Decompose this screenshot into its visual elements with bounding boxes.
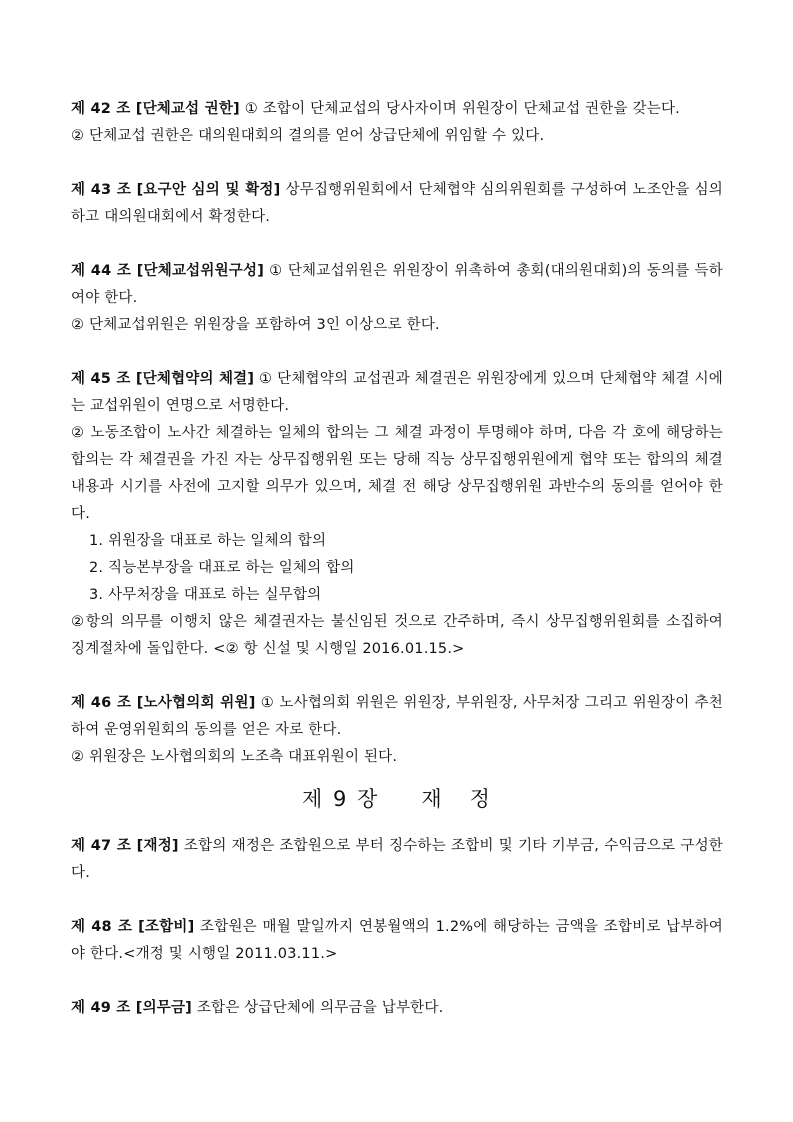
article-42-text-1: ① 조합이 단체교섭의 당사자이며 위원장이 단체교섭 권한을 갖는다. [244, 101, 680, 117]
article-49-heading: 제 49 조 [의무금] [71, 1000, 193, 1016]
article-42-para-1 [71, 96, 723, 123]
article-43-para-1 [71, 177, 723, 231]
article-48-para-1 [71, 914, 723, 968]
article-44-heading: 제 44 조 [단체교섭위원구성] [71, 263, 265, 279]
article-46-heading: 제 46 조 [노사협의회 위원] [71, 695, 256, 711]
article-46-para-1 [71, 690, 723, 744]
article-44 [71, 258, 723, 339]
chapter-title [71, 781, 723, 817]
article-47-para-1 [71, 833, 723, 887]
chapter-number: 제 9 장 [302, 787, 380, 811]
article-42 [71, 96, 723, 150]
article-45-para-2: ② 노동조합이 노사간 체결하는 일체의 합의는 그 체결 과정이 투명해야 하며, 다음 각 호에 해당하는 합의는 각 체결권을 가진 자는 상무집행위원 또는 당해 직능 상무집행위원에게 협약 또는 합의의 체결 내용과 시기를 사전에 고지할 의무가 있으며, 체결 전 해당 상무집행위원 과반수의 동의를 얻어야 한다. [71, 425, 723, 522]
chapter-title-char-2: 정 [469, 787, 492, 811]
article-48 [71, 914, 723, 968]
article-46 [71, 690, 723, 771]
article-43-heading: 제 43 조 [요구안 심의 및 확정] [71, 182, 281, 198]
article-44-para-1 [71, 258, 723, 312]
chapter-title-char-1: 재 [421, 787, 444, 811]
document-page [71, 96, 723, 1022]
article-43 [71, 177, 723, 231]
article-45 [71, 366, 723, 663]
article-44-para-2: ② 단체교섭위원은 위원장을 포함하여 3인 이상으로 한다. [71, 317, 440, 333]
article-45-item-1: 1. 위원장을 대표로 하는 일체의 합의 [89, 533, 327, 549]
article-48-heading: 제 48 조 [조합비] [71, 919, 195, 935]
article-47-heading: 제 47 조 [재정] [71, 838, 179, 854]
article-46-text-1: ① 노사협의회 위원은 위원장, 부위원장, 사무처장 그리고 위원장이 추천하여 운영위원회의 동의를 얻은 자로 한다. [71, 695, 723, 738]
article-44-text-1: ① 단체교섭위원은 위원장이 위촉하여 총회(대의원대회)의 동의를 득하여야 한다. [71, 263, 724, 306]
article-45-para-1 [71, 366, 723, 420]
article-45-text-1: ① 단체협약의 교섭권과 체결권은 위원장에게 있으며 단체협약 체결 시에는 교섭위원이 연명으로 서명한다. [71, 371, 723, 414]
article-42-para-2: ② 단체교섭 권한은 대의원대회의 결의를 얻어 상급단체에 위임할 수 있다. [71, 128, 545, 144]
article-45-heading: 제 45 조 [단체협약의 체결] [71, 371, 255, 387]
article-49-para-1 [71, 995, 723, 1022]
article-48-text-1: 조합원은 매월 말일까지 연봉월액의 1.2%에 해당하는 금액을 조합비로 납부하여야 한다.<개정 및 시행일 2011.03.11.> [71, 919, 723, 962]
article-42-heading: 제 42 조 [단체교섭 권한] [71, 101, 240, 117]
article-47-text-1: 조합의 재정은 조합원으로 부터 징수하는 조합비 및 기타 기부금, 수익금으로 구성한다. [71, 838, 724, 881]
article-43-text-1: 상무집행위원회에서 단체협약 심의위원회를 구성하여 노조안을 심의하고 대의원대회에서 확정한다. [71, 182, 724, 225]
article-46-para-2: ② 위원장은 노사협의회의 노조측 대표위원이 된다. [71, 749, 398, 765]
article-47 [71, 833, 723, 887]
article-45-item-2: 2. 직능본부장을 대표로 하는 일체의 합의 [89, 560, 355, 576]
article-49-text-1: 조합은 상급단체에 의무금을 납부한다. [196, 1000, 444, 1016]
article-49 [71, 995, 723, 1022]
article-45-item-3: 3. 사무처장을 대표로 하는 실무합의 [89, 587, 322, 603]
article-45-para-3: ②항의 의무를 이행치 않은 체결권자는 불신임된 것으로 간주하며, 즉시 상무집행위원회를 소집하여 징계절차에 돌입한다. <② 항 신설 및 시행일 2016.01.15.> [71, 614, 723, 657]
